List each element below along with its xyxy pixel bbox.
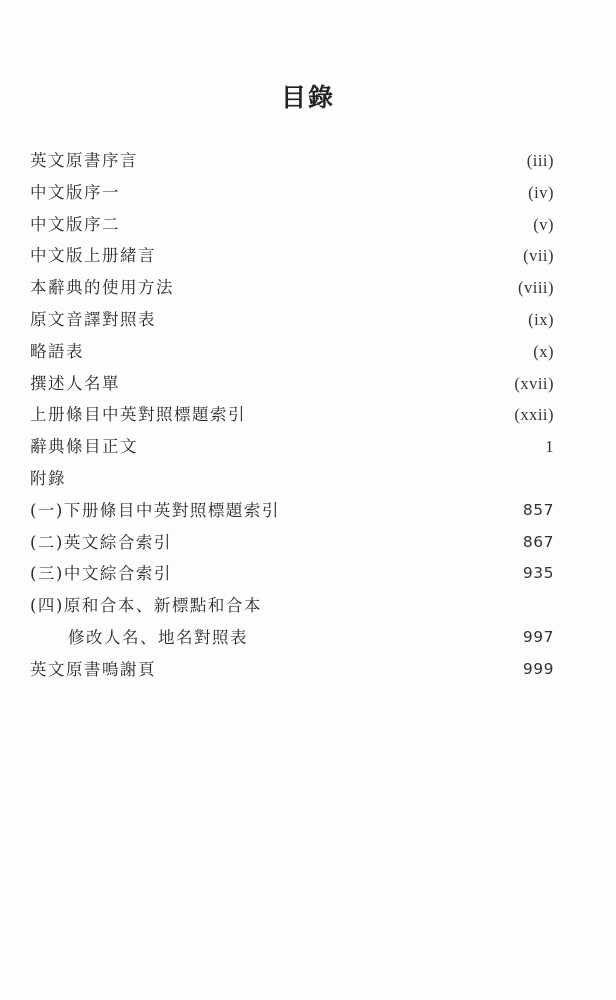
- toc-entry-label: 英文原書序言: [30, 151, 138, 170]
- toc-entry-page: (xvii): [514, 373, 554, 393]
- table-of-contents: [30, 145, 554, 686]
- toc-entry-acknowledgements[interactable]: [30, 654, 554, 686]
- page-title: 目錄: [280, 83, 335, 112]
- toc-entry-page: (v): [533, 214, 554, 234]
- toc-entry-label: (四)原和合本、新標點和合本: [30, 596, 262, 616]
- toc-entry-page: 997: [522, 627, 554, 646]
- toc-entry-page: (iii): [526, 151, 554, 170]
- toc-entry-appendix-2[interactable]: [30, 527, 554, 559]
- toc-entry-label: (三)中文綜合索引: [30, 564, 172, 584]
- toc-entry-label: 英文原書鳴謝頁: [30, 659, 156, 679]
- toc-entry-label: 上册條目中英對照標題索引: [30, 405, 246, 425]
- toc-entry-label: 辭典條目正文: [30, 437, 138, 457]
- toc-entry-label: 撰述人名單: [30, 373, 120, 393]
- toc-entry-vol1-index[interactable]: [30, 399, 554, 431]
- toc-entry-appendix-4-continued[interactable]: [30, 622, 554, 654]
- toc-entry-preface-chinese-1[interactable]: [30, 177, 554, 209]
- toc-entry-label: 中文版上册緒言: [30, 246, 156, 266]
- toc-entry-page: 999: [522, 659, 554, 678]
- toc-entry-preface-chinese-2[interactable]: [30, 209, 554, 241]
- toc-entry-abbreviations[interactable]: [30, 336, 554, 368]
- toc-entry-page: 1: [545, 437, 554, 457]
- toc-entry-usage-guide[interactable]: [30, 272, 554, 304]
- toc-entry-page: 857: [522, 500, 554, 519]
- toc-entry-page: (viii): [518, 278, 554, 298]
- toc-entry-page: (xxii): [514, 405, 554, 425]
- toc-entry-main-text[interactable]: [30, 431, 554, 463]
- toc-entry-appendix-4[interactable]: [30, 590, 554, 622]
- toc-entry-introduction[interactable]: [30, 240, 554, 272]
- toc-entry-page: (vii): [523, 246, 554, 266]
- toc-entry-appendix: [30, 463, 554, 495]
- toc-entry-contributors[interactable]: [30, 368, 554, 400]
- toc-entry-label: 中文版序二: [30, 214, 120, 234]
- toc-entry-page: (x): [533, 341, 554, 361]
- toc-entry-appendix-1[interactable]: [30, 495, 554, 527]
- toc-entry-label: 附錄: [30, 468, 66, 488]
- toc-entry-page: 935: [522, 564, 554, 583]
- toc-entry-label: 原文音譯對照表: [30, 309, 156, 329]
- toc-entry-transliteration-table[interactable]: [30, 304, 554, 336]
- toc-entry-page: (ix): [528, 309, 554, 329]
- toc-entry-label: (二)英文綜合索引: [30, 532, 172, 552]
- toc-entry-label: 修改人名、地名對照表: [68, 627, 248, 647]
- toc-entry-label: 中文版序一: [30, 182, 120, 202]
- toc-entry-label: (一)下册條目中英對照標題索引: [30, 500, 280, 520]
- toc-entry-preface-english[interactable]: [30, 145, 554, 177]
- toc-entry-label: 本辭典的使用方法: [30, 278, 174, 298]
- toc-entry-label: 略語表: [30, 341, 84, 361]
- toc-entry-page: 867: [522, 532, 554, 551]
- toc-entry-appendix-3[interactable]: [30, 558, 554, 590]
- toc-entry-page: (iv): [528, 182, 554, 202]
